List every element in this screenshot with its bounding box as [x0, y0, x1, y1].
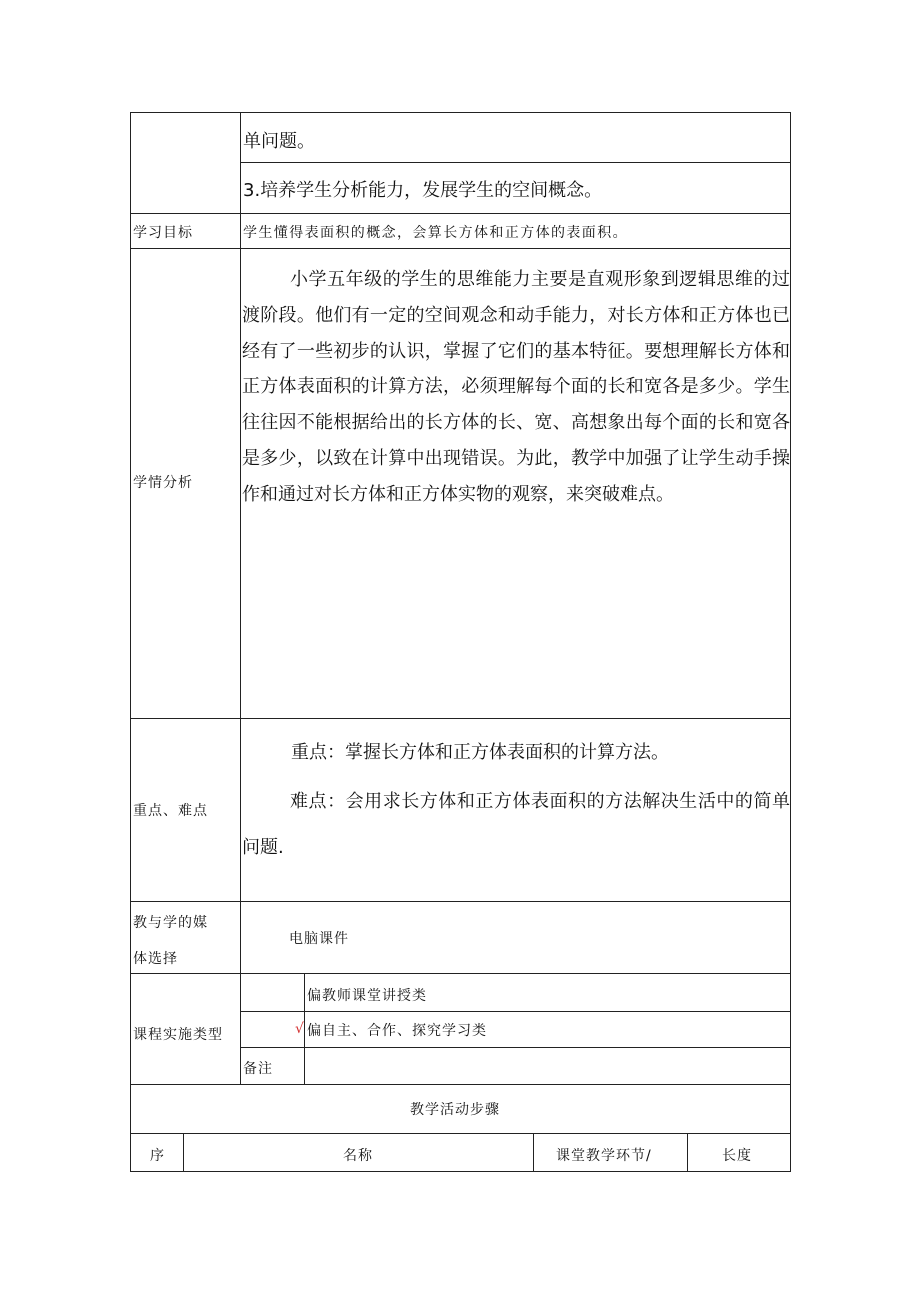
objective-line-1: 单问题。: [243, 131, 315, 152]
activities-column-header: 课堂教学环节/: [556, 1148, 652, 1164]
student-analysis-text: [242, 262, 790, 513]
learning-goal-label: 学习目标: [133, 225, 193, 241]
row-divider: [130, 718, 791, 719]
row-divider: [130, 901, 791, 902]
row-divider: [130, 213, 791, 214]
row-divider: [240, 1047, 791, 1048]
course-type-option-lecture: 偏教师课堂讲授类: [307, 988, 427, 1004]
difficulty-text: 难点：会用求长方体和正方体表面积的方法解决生活中的简单问题.: [242, 791, 790, 858]
course-type-option-inquiry: 偏自主、合作、探究学习类: [307, 1023, 487, 1039]
table-border-bottom: [130, 1171, 791, 1172]
key-points-label: 重点、难点: [133, 803, 208, 819]
student-analysis-label: 学情分析: [133, 475, 193, 491]
course-type-label: 课程实施类型: [133, 1027, 223, 1043]
course-type-divider: [304, 973, 305, 1085]
table-border-right: [790, 112, 791, 1172]
row-divider: [130, 248, 791, 249]
learning-goal-value: 学生懂得表面积的概念，会算长方体和正方体的表面积。: [243, 225, 628, 241]
difficulty-block: [242, 779, 790, 871]
activities-column-header: 名称: [343, 1148, 373, 1164]
check-mark-icon: √: [295, 1021, 304, 1037]
objective-line-3: [243, 176, 602, 202]
activities-column-header: 序: [150, 1148, 165, 1164]
row-divider: [240, 1011, 791, 1012]
objective-text: 培养学生分析能力，发展学生的空间概念。: [260, 180, 603, 201]
row-divider: [130, 1133, 791, 1134]
media-value: 电脑课件: [289, 931, 349, 947]
remark-label: 备注: [243, 1061, 273, 1077]
student-analysis-paragraph: 小学五年级的学生的思维能力主要是直观形象到逻辑思维的过渡阶段。他们有一定的空间观念和动手能力，对长方体和正方体也已经有了一些初步的认识，掌握了它们的基本特征。要想理解长方体和正方体表面积的计算方法，必须理解每个面的长和宽各是多少。学生往往因不能根据给出的长方体的长、宽、高想象出每个面的长和宽各是多少，以致在计算中出现错误。为此，教学中加强了让学生动手操作和通过对长方体和正方体实物的观察，来突破难点。: [242, 269, 790, 505]
row-divider: [130, 1084, 791, 1085]
activities-col-divider: [183, 1133, 184, 1172]
row-divider: [130, 973, 791, 974]
row-divider: [240, 162, 791, 163]
activities-col-divider: [533, 1133, 534, 1172]
table-border-left: [130, 112, 131, 1172]
objective-number: 3.: [243, 180, 261, 201]
activities-title: 教学活动步骤: [410, 1102, 500, 1118]
key-point-text: 重点：掌握长方体和正方体表面积的计算方法。: [291, 742, 669, 763]
label-column-divider: [240, 112, 241, 1084]
activities-column-header: 长度: [722, 1148, 752, 1164]
activities-col-divider: [687, 1133, 688, 1172]
table-border-top: [130, 112, 791, 113]
media-label-line-1: 教与学的媒: [133, 915, 208, 931]
media-label-line-2: 体选择: [133, 951, 178, 967]
